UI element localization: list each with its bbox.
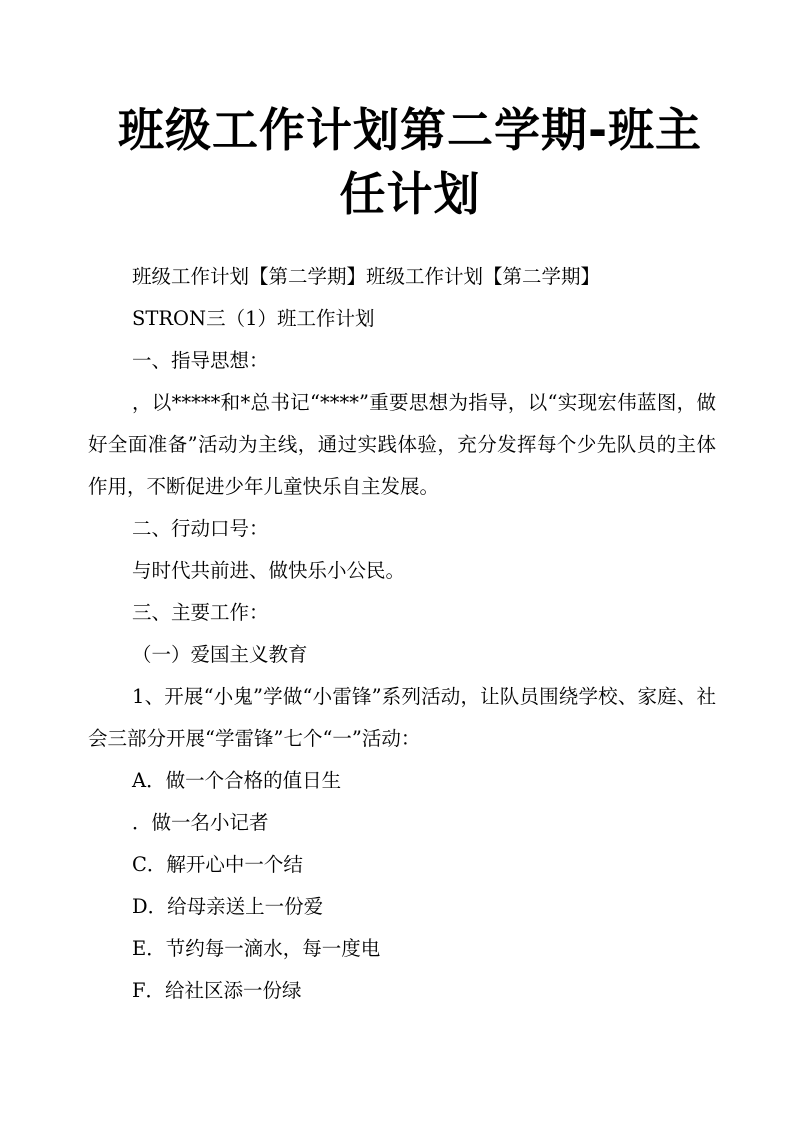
paragraph-activity: 1、开展“小鬼”学做“小雷锋”系列活动，让队员围绕学校、家庭、社会三部分开展“学雷锋”七个“一”活动： (88, 685, 716, 750)
paragraph-slogan: 与时代共前进、做快乐小公民。 (132, 559, 406, 582)
title-line-2: 任计划 (339, 167, 481, 221)
document-title (90, 98, 730, 226)
section-slogan: 二、行动口号： (132, 517, 269, 540)
list-item: C．解开心中一个结 (132, 853, 303, 876)
list-item: E．节约每一滴水，每一度电 (132, 937, 381, 960)
title-line-1: 班级工作计划第二学期-班主 (117, 103, 703, 157)
paragraph-class-plan: STRON三（1）班工作计划 (132, 307, 375, 330)
paragraph-heading: 班级工作计划【第二学期】班级工作计划【第二学期】 (132, 265, 601, 288)
list-item: ．做一名小记者 (132, 811, 269, 834)
list-item: F．给社区添一份绿 (132, 979, 302, 1002)
section-guiding-thought: 一、指导思想： (132, 349, 269, 372)
list-item: D．给母亲送上一份爱 (132, 895, 324, 918)
paragraph-guiding-thought: ，以*****和*总书记“****”重要思想为指导，以“实现宏伟蓝图，做好全面准备”活动为主线，通过实践体验，充分发挥每个少先队员的主体作用，不断促进少年儿童快乐自主发展。 (88, 391, 716, 498)
list-item: A．做一个合格的值日生 (132, 769, 342, 792)
section-main-work: 三、主要工作： (132, 601, 269, 624)
subsection-patriotism: （一）爱国主义教育 (132, 643, 308, 666)
document-body (88, 256, 716, 1012)
